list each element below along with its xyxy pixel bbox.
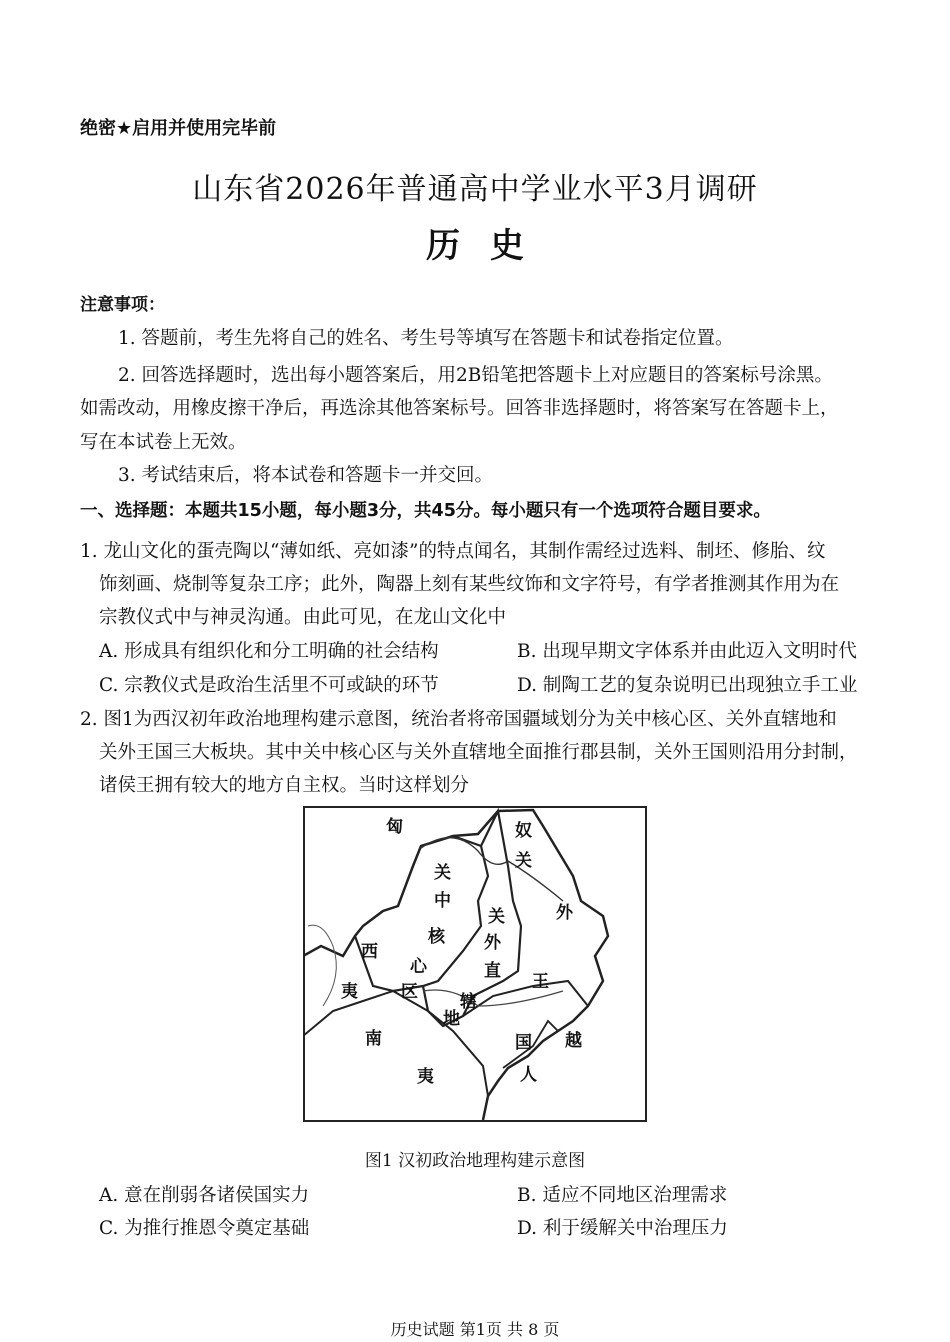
notice-item-3: 3. 考试结束后，将本试卷和答题卡一并交回。 [118,465,494,486]
notice-item-2-line-3: 写在本试卷上无效。 [80,432,247,453]
q2-option-b: B. 适应不同地区治理需求 [517,1185,728,1206]
q1-option-d: D. 制陶工艺的复杂说明已出现独立手工业 [517,675,858,696]
label-nan: 南 [365,1029,382,1049]
label-gw-di: 地 [443,1009,460,1029]
label-ren: 人 [520,1065,537,1085]
label-xi: 西 [361,942,378,962]
q1-stem-line-1: 1. 龙山文化的蛋壳陶以“薄如纸、亮如漆”的特点闻名，其制作需经过选料、制坯、修胎、纹 [80,541,826,562]
label-xiong: 匈 [386,817,403,837]
q2-stem-line-1: 2. 图1为西汉初年政治地理构建示意图，统治者将帝国疆域划分为关中核心区、关外直辖地和 [80,709,837,730]
q1-stem-line-2: 饰刻画、烧制等复杂工序；此外，陶器上刻有某些纹饰和文字符号，有学者推测其作用为在 [99,574,840,595]
label-nu: 奴 [515,821,532,841]
q2-option-c: C. 为推行推恩令奠定基础 [99,1218,310,1239]
label-yue: 越 [565,1031,582,1051]
section-1-heading: 一、选择题：本题共15小题，每小题3分，共45分。每小题只有一个选项符合题目要求。 [80,501,771,521]
label-wg-wang: 王 [532,972,549,992]
subject-title: 历史 [426,226,554,266]
label-wg-guan: 关 [515,851,532,871]
label-wg-guo: 国 [515,1033,532,1053]
han-political-map [303,806,647,1122]
map-frame [304,807,646,1121]
label-gz-he: 核 [428,927,445,947]
label-gz-guan: 关 [434,863,451,883]
page-footer: 历史试题 第1页 共 8 页 [390,1320,560,1339]
q1-option-b: B. 出现早期文字体系并由此迈入文明时代 [517,641,857,662]
label-gw-wai: 外 [484,933,501,953]
notice-heading: 注意事项： [80,295,165,315]
top-secret-label: 绝密★启用并使用完毕前 [80,118,277,139]
q1-option-c: C. 宗教仪式是政治生活里不可或缺的环节 [99,675,439,696]
label-yi-south: 夷 [417,1067,434,1087]
q2-stem-line-2: 关外王国三大板块。其中关中核心区与关外直辖地全面推行郡县制，关外王国则沿用分封制， [99,742,858,763]
label-wg-wai: 外 [556,903,573,923]
label-gw-xia: 辖 [460,992,477,1012]
q1-stem-line-3: 宗教仪式中与神灵沟通。由此可见，在龙山文化中 [99,607,507,628]
q2-stem-line-3: 诸侯王拥有较大的地方自主权。当时这样划分 [99,775,470,796]
q1-option-a: A. 形成具有组织化和分工明确的社会结构 [99,641,439,662]
label-gz-qu: 区 [401,982,418,1002]
q2-option-a: A. 意在削弱各诸侯国实力 [99,1185,310,1206]
notice-item-1: 1. 答题前，考生先将自己的姓名、考生号等填写在答题卡和试卷指定位置。 [118,328,734,349]
label-yi-west: 夷 [341,982,358,1002]
notice-item-2-line-2: 如需改动，用橡皮擦干净后，再选涂其他答案标号。回答非选择题时，将答案写在答题卡上， [80,398,839,419]
label-gz-zhong: 中 [434,891,451,911]
label-gw-guan: 关 [488,907,505,927]
figure-caption: 图1 汉初政治地理构建示意图 [364,1151,586,1171]
notice-item-2-line-1: 2. 回答选择题时，选出每小题答案后，用2B铅笔把答题卡上对应题目的答案标号涂黑。 [118,365,833,386]
label-gw-zhi: 直 [484,961,501,981]
exam-title: 山东省2026年普通高中学业水平3月调研 [192,172,758,207]
q2-option-d: D. 利于缓解关中治理压力 [517,1218,728,1239]
label-gz-xin: 心 [410,957,427,977]
